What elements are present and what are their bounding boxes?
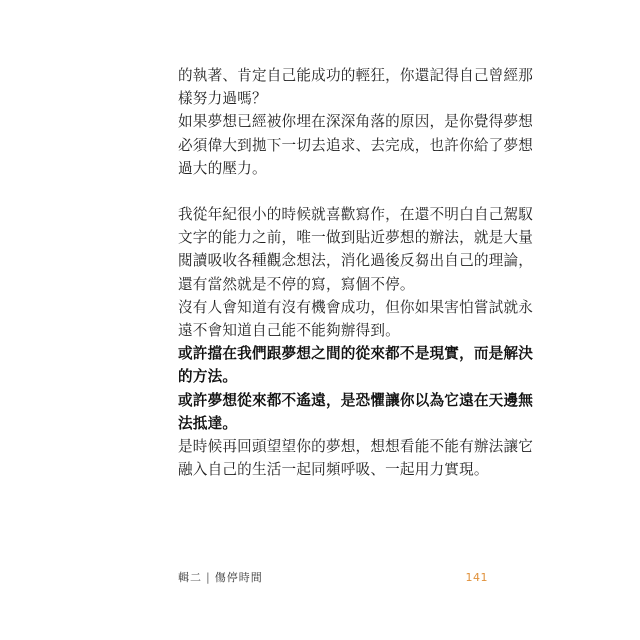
footer-separator: | xyxy=(206,571,211,584)
bold-paragraph xyxy=(178,342,534,388)
text-line: 遠不會知道自己能不能夠辦得到。 xyxy=(178,322,400,340)
paragraph xyxy=(178,435,534,481)
text-line: 還有當然就是不停的寫，寫個不停。 xyxy=(178,275,415,293)
bold-paragraph xyxy=(178,389,534,435)
text-line: 我從年紀很小的時候就喜歡寫作，在還不明白自己駕馭 xyxy=(178,206,534,224)
text-line: 法抵達。 xyxy=(178,414,238,432)
text-line: 融入自己的生活一起同頻呼吸、一起用力實現。 xyxy=(178,461,489,479)
text-line: 必須偉大到拋下一切去追求、去完成，也許你給了夢想 xyxy=(178,136,534,154)
text-line: 或許擋在我們跟夢想之間的從來都不是現實，而是解決 xyxy=(178,345,534,363)
page-number: 141 xyxy=(465,570,488,584)
text-line: 是時候再回頭望望你的夢想，想想看能不能有辦法讓它 xyxy=(178,438,534,456)
body-text xyxy=(178,64,534,481)
paragraph xyxy=(178,64,534,110)
paragraph xyxy=(178,296,534,342)
text-line: 樣努力過嗎？ xyxy=(178,90,267,108)
paragraph xyxy=(178,110,534,180)
running-head xyxy=(178,569,263,585)
text-line: 如果夢想已經被你埋在深深角落的原因，是你覺得夢想 xyxy=(178,113,534,131)
text-line: 的執著、肯定自己能成功的輕狂，你還記得自己曾經那 xyxy=(178,67,534,84)
text-line: 沒有人會知道有沒有機會成功，但你如果害怕嘗試就永 xyxy=(178,298,534,316)
text-line: 文字的能力之前，唯一做到貼近夢想的辦法，就是大量 xyxy=(178,229,534,247)
text-line: 或許夢想從來都不遙遠，是恐懼讓你以為它遠在天邊無 xyxy=(178,391,534,409)
chapter-title: 傷停時間 xyxy=(214,571,263,584)
page-footer xyxy=(178,569,488,585)
text-line: 閱讀吸收各種觀念想法，消化過後反芻出自己的理論， xyxy=(178,252,534,270)
text-line: 的方法。 xyxy=(178,368,238,386)
paragraph-gap xyxy=(178,180,488,203)
section-label: 輯二 xyxy=(178,571,202,584)
paragraph xyxy=(178,203,534,296)
text-line: 過大的壓力。 xyxy=(178,159,267,177)
